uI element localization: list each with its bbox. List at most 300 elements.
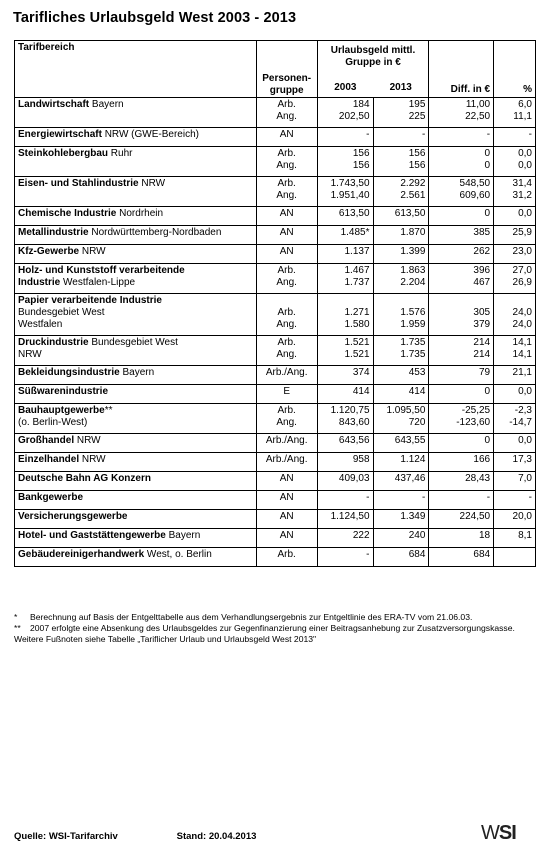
row-pct-line: 20,0 <box>512 511 532 522</box>
header-2013: 2013 <box>389 82 412 93</box>
table-row <box>15 128 536 147</box>
footnote-1 <box>14 612 534 623</box>
row-tarifbereich <box>15 264 257 294</box>
row-personengruppe <box>256 472 317 491</box>
row-diff <box>429 366 494 385</box>
row-tarifbereich <box>15 385 257 404</box>
row-diff-line: 467 <box>473 277 491 288</box>
row-diff-line: 609,60 <box>459 190 491 201</box>
table-row <box>15 385 536 404</box>
row-value-2013 <box>373 453 429 472</box>
row-personengruppe <box>256 226 317 245</box>
row-value-2003-line: 1.951,40 <box>330 190 370 201</box>
row-tarifbereich <box>15 548 257 567</box>
row-value-2003 <box>317 226 373 245</box>
row-value-2013 <box>373 366 429 385</box>
row-diff <box>429 128 494 147</box>
row-name-bold: Versicherungsgewerbe <box>18 511 128 522</box>
row-value-2003 <box>317 147 373 177</box>
row-diff-line: 396 <box>473 265 491 276</box>
row-value-2003 <box>317 366 373 385</box>
row-pct <box>494 264 536 294</box>
row-value-2003 <box>317 529 373 548</box>
footer-date: Stand: 20.04.2013 <box>176 831 257 842</box>
row-name-rest: Nordrhein <box>116 208 164 219</box>
row-value-2003-line: 1.521 <box>344 349 370 360</box>
row-value-2003 <box>317 336 373 366</box>
row-pct <box>494 128 536 147</box>
row-personengruppe-line: Arb. <box>277 405 296 416</box>
row-name-line-rest: Westfalen <box>18 319 63 330</box>
row-personengruppe-line: AN <box>279 246 294 257</box>
row-value-2003-line: 1.120,75 <box>330 405 370 416</box>
wsi-logo <box>481 822 516 845</box>
row-personengruppe-line: AN <box>279 129 294 140</box>
row-pct-line: 6,0 <box>518 99 532 110</box>
row-personengruppe-line: Ang. <box>276 111 297 122</box>
row-name-rest: NRW <box>79 246 106 257</box>
table-row <box>15 472 536 491</box>
row-value-2013 <box>373 98 429 128</box>
row-pct-line: 14,1 <box>512 337 532 348</box>
header-pct: % <box>494 41 536 98</box>
row-diff-line: 684 <box>473 549 491 560</box>
row-diff-line: 0 <box>484 435 491 446</box>
row-personengruppe <box>256 453 317 472</box>
row-personengruppe <box>256 434 317 453</box>
row-pct <box>494 434 536 453</box>
row-name-line-rest: Bundesgebiet West <box>18 307 105 318</box>
logo-part2: SI <box>498 822 516 844</box>
row-value-2013-line: 437,46 <box>394 473 426 484</box>
row-name-line-rest: NRW <box>18 349 42 360</box>
row-diff <box>429 226 494 245</box>
row-value-2003-line: - <box>366 549 370 560</box>
row-name-rest: Bayern <box>89 99 124 110</box>
row-value-2013 <box>373 336 429 366</box>
row-pct-line: 0,0 <box>518 160 532 171</box>
row-pct-line: 23,0 <box>512 246 532 257</box>
row-name-bold: Gebäudereinigerhandwerk <box>18 549 145 560</box>
row-name-bold: Druckindustrie <box>18 337 89 348</box>
table-row <box>15 336 536 366</box>
row-pct-line: 8,1 <box>518 530 532 541</box>
row-name-bold: Holz- und Kunststoff verarbeitende <box>18 265 185 276</box>
row-value-2003-line: 1.137 <box>344 246 370 257</box>
row-pct-line: -2,3 <box>514 405 532 416</box>
row-value-2003-line: 1.485* <box>340 227 370 238</box>
row-name-bold: Chemische Industrie <box>18 208 117 219</box>
row-tarifbereich <box>15 226 257 245</box>
row-tarifbereich <box>15 245 257 264</box>
row-value-2013 <box>373 491 429 510</box>
row-tarifbereich <box>15 294 257 336</box>
row-value-2013 <box>373 548 429 567</box>
header-personengruppe-line1: Personen- <box>262 73 312 84</box>
row-value-2013 <box>373 472 429 491</box>
row-value-2003 <box>317 472 373 491</box>
row-name-bold: Papier verarbeitende Industrie <box>18 295 162 306</box>
row-name-bold: Bankgewerbe <box>18 492 84 503</box>
row-pct-line: 24,0 <box>512 319 532 330</box>
row-personengruppe <box>256 177 317 207</box>
row-value-2003 <box>317 98 373 128</box>
row-diff <box>429 510 494 529</box>
row-name-bold: Bauhauptgewerbe <box>18 405 105 416</box>
row-value-2003 <box>317 264 373 294</box>
row-personengruppe <box>256 98 317 128</box>
row-diff-line: 28,43 <box>465 473 491 484</box>
row-personengruppe-line: Arb./Ang. <box>265 435 308 446</box>
row-pct <box>494 529 536 548</box>
row-diff-line: 166 <box>473 454 491 465</box>
row-value-2013 <box>373 434 429 453</box>
row-name-bold: Metallindustrie <box>18 227 89 238</box>
row-value-2003-line <box>321 295 370 307</box>
row-value-2013 <box>373 294 429 336</box>
row-value-2013-line: 1.870 <box>400 227 426 238</box>
row-value-2013-line: 2.204 <box>400 277 426 288</box>
header-2003: 2003 <box>334 82 357 93</box>
footnote-1-text: Berechnung auf Basis der Entgelttabelle aus dem Verhandlungsergebnis zur Entgeltlinie des ERA-TV vom 21.06.03. <box>30 612 473 622</box>
row-personengruppe-line: AN <box>279 492 294 503</box>
row-pct-line: 31,2 <box>512 190 532 201</box>
row-name-rest: NRW <box>138 178 166 189</box>
row-personengruppe-line <box>260 295 314 307</box>
row-value-2003 <box>317 510 373 529</box>
row-value-2013-line: - <box>422 492 426 503</box>
row-tarifbereich <box>15 207 257 226</box>
row-pct-line: 17,3 <box>512 454 532 465</box>
row-value-2013-line: 1.124 <box>400 454 426 465</box>
row-name-line-rest: Westfalen-Lippe <box>60 277 136 288</box>
header-diff: Diff. in € <box>429 41 494 98</box>
row-value-2013-line: 1.399 <box>400 246 426 257</box>
row-pct <box>494 366 536 385</box>
row-diff-line: - <box>486 492 491 503</box>
row-value-2003-line: 1.467 <box>344 265 370 276</box>
row-diff <box>429 491 494 510</box>
footer <box>14 831 256 842</box>
row-name-bold: Süßwarenindustrie <box>18 386 109 397</box>
row-tarifbereich <box>15 491 257 510</box>
table-row <box>15 453 536 472</box>
row-diff <box>429 294 494 336</box>
row-name-rest: ** <box>104 405 113 416</box>
header-urlaubsgeld-line1: Urlaubsgeld mittl. <box>330 45 416 56</box>
row-personengruppe-line: AN <box>279 227 294 238</box>
row-pct-line <box>497 295 532 307</box>
row-personengruppe <box>256 491 317 510</box>
row-pct-line: 27,0 <box>512 265 532 276</box>
row-diff <box>429 336 494 366</box>
row-value-2013 <box>373 385 429 404</box>
urlaubsgeld-table <box>14 40 536 567</box>
row-diff <box>429 529 494 548</box>
row-personengruppe-line: Ang. <box>276 349 297 360</box>
header-urlaubsgeld <box>317 41 429 98</box>
row-value-2013-line: 1.959 <box>400 319 426 330</box>
row-value-2013-line: 240 <box>408 530 426 541</box>
row-value-2013-line: 2.292 <box>400 178 426 189</box>
row-personengruppe-line: AN <box>279 530 294 541</box>
row-value-2013 <box>373 510 429 529</box>
row-name-rest: Ruhr <box>108 148 133 159</box>
row-pct-line <box>497 549 532 561</box>
row-name-rest: NRW <box>74 435 101 446</box>
row-value-2003 <box>317 128 373 147</box>
row-personengruppe-line: Arb. <box>277 99 296 110</box>
row-name-bold: Bekleidungsindustrie <box>18 367 120 378</box>
footnote-1-mark: * <box>14 612 18 622</box>
row-personengruppe <box>256 147 317 177</box>
row-value-2013-line: 156 <box>408 160 426 171</box>
row-diff-line: 548,50 <box>459 178 491 189</box>
row-pct-line: 0,0 <box>518 386 532 397</box>
row-name-bold: Großhandel <box>18 435 75 446</box>
row-personengruppe-line: Arb. <box>277 337 296 348</box>
row-tarifbereich <box>15 177 257 207</box>
row-value-2003-line: 1.271 <box>344 307 370 318</box>
row-personengruppe <box>256 404 317 434</box>
row-pct <box>494 548 536 567</box>
header-personengruppe-line2: gruppe <box>269 85 304 96</box>
header-personengruppe <box>256 41 317 98</box>
row-pct-line: 31,4 <box>512 178 532 189</box>
table-row <box>15 529 536 548</box>
row-diff <box>429 472 494 491</box>
row-value-2003 <box>317 548 373 567</box>
footer-source: Quelle: WSI-Tarifarchiv <box>14 831 118 842</box>
row-value-2003 <box>317 294 373 336</box>
row-tarifbereich <box>15 147 257 177</box>
row-diff <box>429 98 494 128</box>
row-diff <box>429 264 494 294</box>
row-tarifbereich <box>15 453 257 472</box>
row-personengruppe-line: Arb. <box>277 178 296 189</box>
row-tarifbereich <box>15 128 257 147</box>
row-diff <box>429 453 494 472</box>
row-value-2003 <box>317 207 373 226</box>
row-tarifbereich <box>15 404 257 434</box>
row-pct-line: 11,1 <box>513 111 532 122</box>
row-value-2013-line: 1.576 <box>400 307 426 318</box>
row-personengruppe <box>256 336 317 366</box>
row-personengruppe-line: AN <box>279 511 294 522</box>
table-row <box>15 366 536 385</box>
row-personengruppe-line: Arb. <box>277 549 296 560</box>
row-diff-line: 385 <box>473 227 491 238</box>
row-personengruppe <box>256 245 317 264</box>
row-pct-line: 0,0 <box>518 208 532 219</box>
row-personengruppe-line: Arb./Ang. <box>265 454 308 465</box>
row-value-2013-line: 643,55 <box>394 435 426 446</box>
row-name-bold: Landwirtschaft <box>18 99 90 110</box>
row-diff <box>429 404 494 434</box>
row-value-2003-line: - <box>366 129 370 140</box>
row-diff-line: 305 <box>473 307 491 318</box>
row-personengruppe-line: E <box>283 386 290 397</box>
row-value-2013-line: 414 <box>408 386 426 397</box>
row-pct-line: 0,0 <box>518 148 532 159</box>
row-diff-line: 0 <box>484 386 491 397</box>
row-diff <box>429 385 494 404</box>
row-diff-line: 22,50 <box>465 111 491 122</box>
footnote-2-mark: ** <box>14 623 21 633</box>
row-name-rest: Bundesgebiet West <box>88 337 178 348</box>
row-diff-line: 0 <box>484 148 491 159</box>
row-personengruppe <box>256 548 317 567</box>
row-pct <box>494 294 536 336</box>
row-pct-line: - <box>528 129 532 140</box>
row-pct <box>494 472 536 491</box>
row-personengruppe <box>256 510 317 529</box>
footnotes <box>14 612 534 645</box>
row-pct-line: 26,9 <box>512 277 532 288</box>
row-pct-line: 21,1 <box>512 367 532 378</box>
logo-part1: W <box>481 822 499 844</box>
row-personengruppe <box>256 207 317 226</box>
row-value-2013 <box>373 147 429 177</box>
row-personengruppe-line: Ang. <box>276 190 297 201</box>
row-value-2003-line: - <box>366 492 370 503</box>
row-diff <box>429 207 494 226</box>
row-name-bold: Einzelhandel <box>18 454 80 465</box>
row-value-2003-line: 156 <box>352 148 370 159</box>
row-diff-line: - <box>486 129 491 140</box>
row-pct-line: 7,0 <box>518 473 532 484</box>
row-personengruppe <box>256 264 317 294</box>
table-header-row <box>15 41 536 98</box>
row-pct-line: - <box>528 492 532 503</box>
row-value-2003-line: 1.124,50 <box>330 511 370 522</box>
row-value-2013 <box>373 529 429 548</box>
row-value-2003-line: 156 <box>352 160 370 171</box>
row-pct <box>494 98 536 128</box>
row-value-2013-line: 1.349 <box>400 511 426 522</box>
row-pct <box>494 147 536 177</box>
row-tarifbereich <box>15 336 257 366</box>
table-row <box>15 177 536 207</box>
row-personengruppe-line: Ang. <box>276 160 297 171</box>
row-diff-line: 79 <box>478 367 491 378</box>
row-name-rest: Nordwürttemberg-Nordbaden <box>88 227 222 238</box>
header-urlaubsgeld-line2: Gruppe in € <box>345 57 401 68</box>
row-value-2013-line: - <box>422 129 426 140</box>
row-diff-line: -123,60 <box>456 417 491 428</box>
row-value-2013-line: 1.735 <box>400 337 426 348</box>
row-value-2013 <box>373 207 429 226</box>
row-name-line-bold: Industrie <box>18 277 61 288</box>
row-tarifbereich <box>15 366 257 385</box>
row-value-2003-line: 202,50 <box>338 111 370 122</box>
table-row <box>15 491 536 510</box>
row-value-2003 <box>317 404 373 434</box>
row-diff <box>429 177 494 207</box>
row-value-2003 <box>317 245 373 264</box>
row-tarifbereich <box>15 510 257 529</box>
row-personengruppe-line: AN <box>279 208 294 219</box>
row-name-bold: Steinkohlebergbau <box>18 148 109 159</box>
row-tarifbereich <box>15 98 257 128</box>
row-personengruppe-line: Ang. <box>276 417 297 428</box>
page-title: Tarifliches Urlaubsgeld West 2003 - 2013 <box>13 10 297 26</box>
row-personengruppe <box>256 529 317 548</box>
row-pct <box>494 207 536 226</box>
row-value-2013 <box>373 404 429 434</box>
row-diff-line: 0 <box>484 160 491 171</box>
row-personengruppe-line: Ang. <box>276 319 297 330</box>
row-diff-line: -25,25 <box>461 405 491 416</box>
row-value-2003-line: 613,50 <box>338 208 370 219</box>
row-value-2013 <box>373 264 429 294</box>
row-value-2013-line: 1.863 <box>400 265 426 276</box>
row-tarifbereich <box>15 472 257 491</box>
row-value-2003 <box>317 491 373 510</box>
table-row <box>15 434 536 453</box>
row-tarifbereich <box>15 529 257 548</box>
footnote-2-text: 2007 erfolgte eine Absenkung des Urlaubsgeldes zur Gegenfinanzierung einer Beitragsanhebung zur Zusatzversorgungskasse. <box>30 623 515 633</box>
row-diff-line: 262 <box>473 246 491 257</box>
row-name-rest: NRW <box>79 454 106 465</box>
row-diff-line: 18 <box>478 530 491 541</box>
row-value-2013-line: 684 <box>408 549 426 560</box>
row-value-2013-line: 156 <box>408 148 426 159</box>
row-diff-line: 214 <box>473 349 491 360</box>
row-name-rest: West, o. Berlin <box>144 549 212 560</box>
row-diff-line: 214 <box>473 337 491 348</box>
table-row <box>15 404 536 434</box>
row-pct <box>494 404 536 434</box>
row-pct-line: 25,9 <box>512 227 532 238</box>
row-diff-line <box>432 295 490 307</box>
row-pct <box>494 491 536 510</box>
row-value-2003-line: 1.521 <box>344 337 370 348</box>
header-tarifbereich: Tarifbereich <box>15 41 257 98</box>
row-pct-line: 24,0 <box>512 307 532 318</box>
row-value-2013-line: 195 <box>408 99 426 110</box>
row-pct <box>494 453 536 472</box>
row-personengruppe <box>256 128 317 147</box>
row-value-2003-line: 222 <box>352 530 370 541</box>
row-value-2013-line <box>377 295 426 307</box>
table-row <box>15 264 536 294</box>
row-diff-line: 11,00 <box>465 99 491 110</box>
row-personengruppe <box>256 385 317 404</box>
row-name-bold: Energiewirtschaft <box>18 129 102 140</box>
row-value-2003-line: 843,60 <box>338 417 370 428</box>
row-value-2003 <box>317 453 373 472</box>
row-personengruppe <box>256 366 317 385</box>
row-value-2003-line: 1.580 <box>344 319 370 330</box>
row-value-2013-line: 2.561 <box>400 190 426 201</box>
row-value-2013 <box>373 177 429 207</box>
row-diff-line: 224,50 <box>459 511 491 522</box>
row-personengruppe-line: Arb. <box>277 265 296 276</box>
row-name-bold: Hotel- und Gaststättengewerbe <box>18 530 166 541</box>
row-diff-line: 379 <box>473 319 491 330</box>
row-value-2013-line: 1.735 <box>400 349 426 360</box>
row-value-2013-line: 1.095,50 <box>386 405 426 416</box>
row-personengruppe-line: Arb. <box>277 307 296 318</box>
row-value-2013-line: 225 <box>408 111 426 122</box>
row-value-2013-line: 720 <box>408 417 426 428</box>
row-pct <box>494 245 536 264</box>
table-row <box>15 207 536 226</box>
row-personengruppe <box>256 294 317 336</box>
row-name-bold: Eisen- und Stahlindustrie <box>18 178 139 189</box>
row-value-2003-line: 184 <box>352 99 370 110</box>
